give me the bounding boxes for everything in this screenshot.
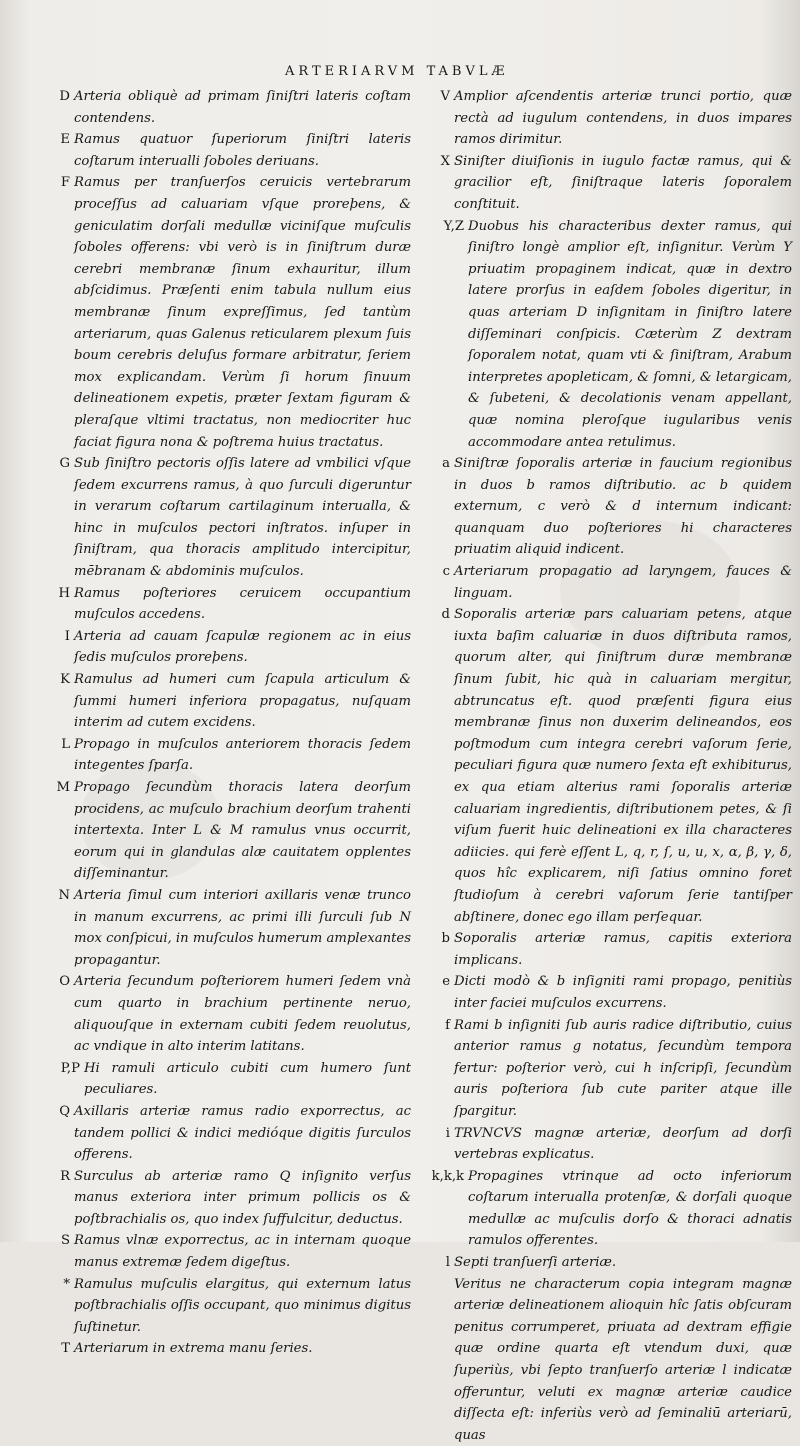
legend-text: Ramus per tranſuerſos ceruicis vertebrarum proceſſus ad caluariam vſque proreþens, & geniculatim dorſali medullæ viciniſque muſculis ſoboles offerens: vbi verò is in ſiniſtrum duræ cerebri membranæ ſinum exhauritur, illum abſcidimus. Præſenti enim tabula nullum eius membranæ ſinum expreſſimus, ſed tantùm arteriarum, quas Galenus reticularem plexum ſuis boum cerebris deluſus formare arbitratur, ſeriem mox explicandam. Verùm ſi horum ſinuum delineationem expetis, præter ſextam figuram & pleraſque vltimi tractatus, non mediocriter huc faciat figura nona & poſtrema huius tractatus. xyxy=(74,175,411,450)
legend-key: e xyxy=(442,974,450,990)
legend-key: Y,Z xyxy=(443,218,464,234)
legend-entry xyxy=(46,172,411,453)
legend-text: Duobus his characteribus dexter ramus, qui ſiniſtro longè amplior eſt, inſignitur. Verùm Y priuatim propaginem indicat, quæ in dextro latere prorſus in eaſdem ſoboles digeritur, in quas arteriam D inſignitam in ſiniſtro latere diſſeminari conſpicis. Cæterùm Z dextram ſoporalem notat, quam vti & ſiniſtram, Arabum interpretes apopleticam, & ſomni, & letargicam, & ſubeteni, & decolationis venam appellant, quæ nomina pleroſque iugularibus venis accommodare antea retulimus. xyxy=(468,218,792,450)
legend-text: Dicti modò & b inſigniti rami propago, penitiùs inter faciei muſculos excurrens. xyxy=(454,974,792,1011)
legend-entry xyxy=(46,626,411,669)
legend-text: Axillaris arteriæ ramus radio exporrectus, ac tandem pollici & indici medióque digitis ſurculos offerens. xyxy=(74,1103,411,1163)
legend-entry xyxy=(428,604,792,928)
legend-text: Arteria ad cauam ſcapulæ regionem ac in eius ſedis muſculos proreþens. xyxy=(74,628,411,666)
legend-key: * xyxy=(63,1276,70,1292)
legend-entry xyxy=(428,151,792,216)
legend-entry xyxy=(46,129,411,172)
legend-entry xyxy=(428,928,792,971)
legend-text: TRVNCVS magnæ arteriæ, deorſum ad dorſi vertebras explicatus. xyxy=(454,1125,792,1163)
legend-text: Propago in muſculos anteriorem thoracis ſedem integentes ſparſa. xyxy=(74,736,411,774)
legend-entry xyxy=(46,1058,411,1101)
legend-entry xyxy=(428,216,792,454)
legend-key: P,P xyxy=(60,1060,80,1076)
legend-entry xyxy=(428,1252,792,1274)
legend-entry xyxy=(428,1274,792,1446)
legend-text: Veritus ne characterum copia integram magnæ arteriæ delineationem alioquin hîc ſatis obſcuram penitus corrumperet, priuata ad dextram effigie quæ ordine quarta eſt vtendum duxi, quæ ſuperiùs, vbi ſepto tranſuerſo arteriæ l indicatæ offeruntur, veluti ex magnæ arteriæ caudice diſſecta eſt: inferiùs verò ad ſeminaliū arteriarū, quas xyxy=(454,1276,792,1443)
legend-entry xyxy=(46,971,411,1057)
legend-text: Siniſter diuiſionis in iugulo factæ ramus, qui & gracilior eſt, ſiniſtraque lateris ſoporalem conſtituit. xyxy=(454,153,792,212)
legend-key: E xyxy=(60,132,70,148)
legend-key: T xyxy=(61,1341,70,1357)
legend-text: Surculus ab arteriæ ramo Q inſignito verſus manus exteriora inter primum pollicis os & poſtbrachialis os, quo index ſuffulcitur, deductus. xyxy=(74,1168,411,1227)
legend-key: b xyxy=(441,931,450,947)
legend-key: S xyxy=(60,1233,70,1249)
left-column xyxy=(46,86,411,1360)
legend-text: Arteriarum in extrema manu ſeries. xyxy=(74,1341,313,1357)
legend-key: X xyxy=(440,153,450,169)
legend-key: f xyxy=(445,1017,450,1033)
legend-text: Ramulus ad humeri cum ſcapula articulum & ſummi humeri inferiora propagatus, nuſquam interim ad cutem excidens. xyxy=(74,672,411,731)
legend-entry xyxy=(46,1338,411,1360)
legend-text: Propagines vtrinque ad octo inferiorum coſtarum interualla protenſæ, & dorſali quoque medullæ ac muſculis dorſo & thoraci adnatis ramulos offerentes. xyxy=(468,1168,792,1249)
legend-entry xyxy=(428,1123,792,1166)
legend-key: a xyxy=(442,456,450,472)
legend-entry xyxy=(428,1015,792,1123)
legend-entry xyxy=(46,583,411,626)
legend-entry xyxy=(46,885,411,971)
legend-text: Soporalis arteriæ pars caluariam petens, atque iuxta baſim caluariæ in duos diſtributa ramos, quorum alter, qui ſiniſtrum duræ membranæ ſinum ſubit, hic quà in caluariam mergitur, abtruncatus eſt. quod præſenti figura eius membranæ ſinus non duxerim delineandos, eos poſtmodum cum integra cerebri vaſorum ſerie, peculiari figura quæ numero ſexta eſt exhibiturus, ex qua etiam alterius rami ſoporalis arteriæ caluariam ingredientis, diſtributionem petes, & ſi viſum fuerit huic delineationi ex illa characteres adiicies. qui ferè eſſent L, q, r, ſ, u, u, x, α, β, γ, δ, quos hîc explicarem, niſi ſatius omnino foret ſtudioſum à cerebri vaſorum ſerie tantiſper abſtinere, donec ego illam perſequar. xyxy=(454,607,792,925)
legend-entry xyxy=(46,1274,411,1339)
legend-key: d xyxy=(441,607,450,623)
legend-entry xyxy=(428,1166,792,1252)
legend-key: i xyxy=(445,1125,450,1141)
legend-entry xyxy=(46,734,411,777)
legend-text: Soporalis arteriæ ramus, capitis exteriora implicans. xyxy=(454,931,792,968)
legend-key: F xyxy=(60,175,70,191)
legend-text: Arteria ſimul cum interiori axillaris venæ trunco in manum excurrens, ac primi illi ſurculi ſub N mox conſpicui, in muſculos humerum amplexantes propagantur. xyxy=(74,887,411,968)
right-column xyxy=(428,86,792,1446)
legend-key: L xyxy=(61,736,70,752)
legend-text: Hi ramuli articulo cubiti cum humero ſunt peculiares. xyxy=(84,1060,411,1098)
legend-entry xyxy=(46,1166,411,1231)
legend-text: Ramus vlnæ exporrectus, ac in internam quoque manus extremæ ſedem digeſtus. xyxy=(74,1233,411,1271)
legend-text: Rami b inſigniti ſub auris radice diſtributio, cuius anterior ramus g notatus, ſecundùm tempora fertur: poſterior verò, cui h inſcripſi, ſecundùm auris poſteriora ſub cute pariter atque ille ſpargitur. xyxy=(454,1017,792,1119)
legend-entry xyxy=(428,453,792,561)
legend-key: Q xyxy=(59,1103,70,1119)
legend-entry xyxy=(46,669,411,734)
legend-key: M xyxy=(56,780,70,795)
legend-entry xyxy=(428,561,792,604)
legend-entry xyxy=(428,86,792,151)
legend-key: D xyxy=(59,89,70,104)
legend-text: Ramulus muſculis elargitus, qui externum latus poſtbrachialis oſſis occupant, quo minimus digitus ſuſtinetur. xyxy=(74,1276,411,1335)
legend-entry xyxy=(46,777,411,885)
legend-key: H xyxy=(58,585,70,601)
legend-key: V xyxy=(440,89,450,104)
legend-text: Propago ſecundùm thoracis latera deorſum procidens, ac muſculo brachium deorſum trahenti intertexta. Inter L & M ramulus vnus occurrit, eorum qui in glandulas alæ cauitatem opplentes diſſeminantur. xyxy=(74,780,411,882)
legend-key: c xyxy=(442,564,450,580)
legend-text: Arteria ſecundum poſteriorem humeri ſedem vnà cum quarto in brachium pertinente neruo, aliquouſque in externam cubiti ſedem reuolutus, ac vndique in alto interim latitans. xyxy=(74,974,411,1055)
legend-text: Sub ſiniſtro pectoris oſſis latere ad vmbilici vſque ſedem excurrens ramus, à quo ſurculi digeruntur in verarum coſtarum cartilaginum interualla, & hinc in muſculos pectori inſtratos. inſuper in ſiniſtram, qua thoracis amplitudo intercipitur, mēbranam & abdominis muſculos. xyxy=(74,456,411,580)
legend-key: l xyxy=(445,1255,450,1271)
legend-key: K xyxy=(60,672,70,688)
legend-entry xyxy=(46,86,411,129)
legend-entry xyxy=(46,453,411,583)
legend-text: Ramus poſteriores ceruicem occupantium muſculos accedens. xyxy=(74,585,411,623)
legend-key: R xyxy=(60,1168,70,1184)
legend-key: O xyxy=(59,974,70,990)
legend-key: k,k,k xyxy=(431,1168,464,1184)
legend-text: Arteria obliquè ad primam ſiniſtri lateris coſtam contendens. xyxy=(74,89,411,126)
running-head: ARTERIARVM TABVLÆ xyxy=(285,64,509,79)
legend-key: G xyxy=(59,456,70,472)
legend-key: N xyxy=(58,887,70,903)
legend-entry xyxy=(428,971,792,1014)
legend-text: Amplior aſcendentis arteriæ trunci portio, quæ rectà ad iugulum contendens, in duos impares ramos dirimitur. xyxy=(454,89,792,148)
legend-entry xyxy=(46,1101,411,1166)
legend-key: I xyxy=(64,628,70,644)
legend-text: Ramus quatuor ſuperiorum ſiniſtri lateris coſtarum interualli ſoboles deriuans. xyxy=(74,132,411,169)
legend-text: Septi tranſuerſi arteriæ. xyxy=(454,1255,617,1271)
legend-entry xyxy=(46,1230,411,1273)
legend-text: Siniſtræ ſoporalis arteriæ in faucium regionibus in duos b ramos diſtributio. ac b quidem externum, c verò & d internum indicant: quanquam duo poſteriores hi characteres priuatim aliquid indicent. xyxy=(454,456,792,558)
legend-text: Arteriarum propagatio ad laryngem, fauces & linguam. xyxy=(454,564,792,601)
